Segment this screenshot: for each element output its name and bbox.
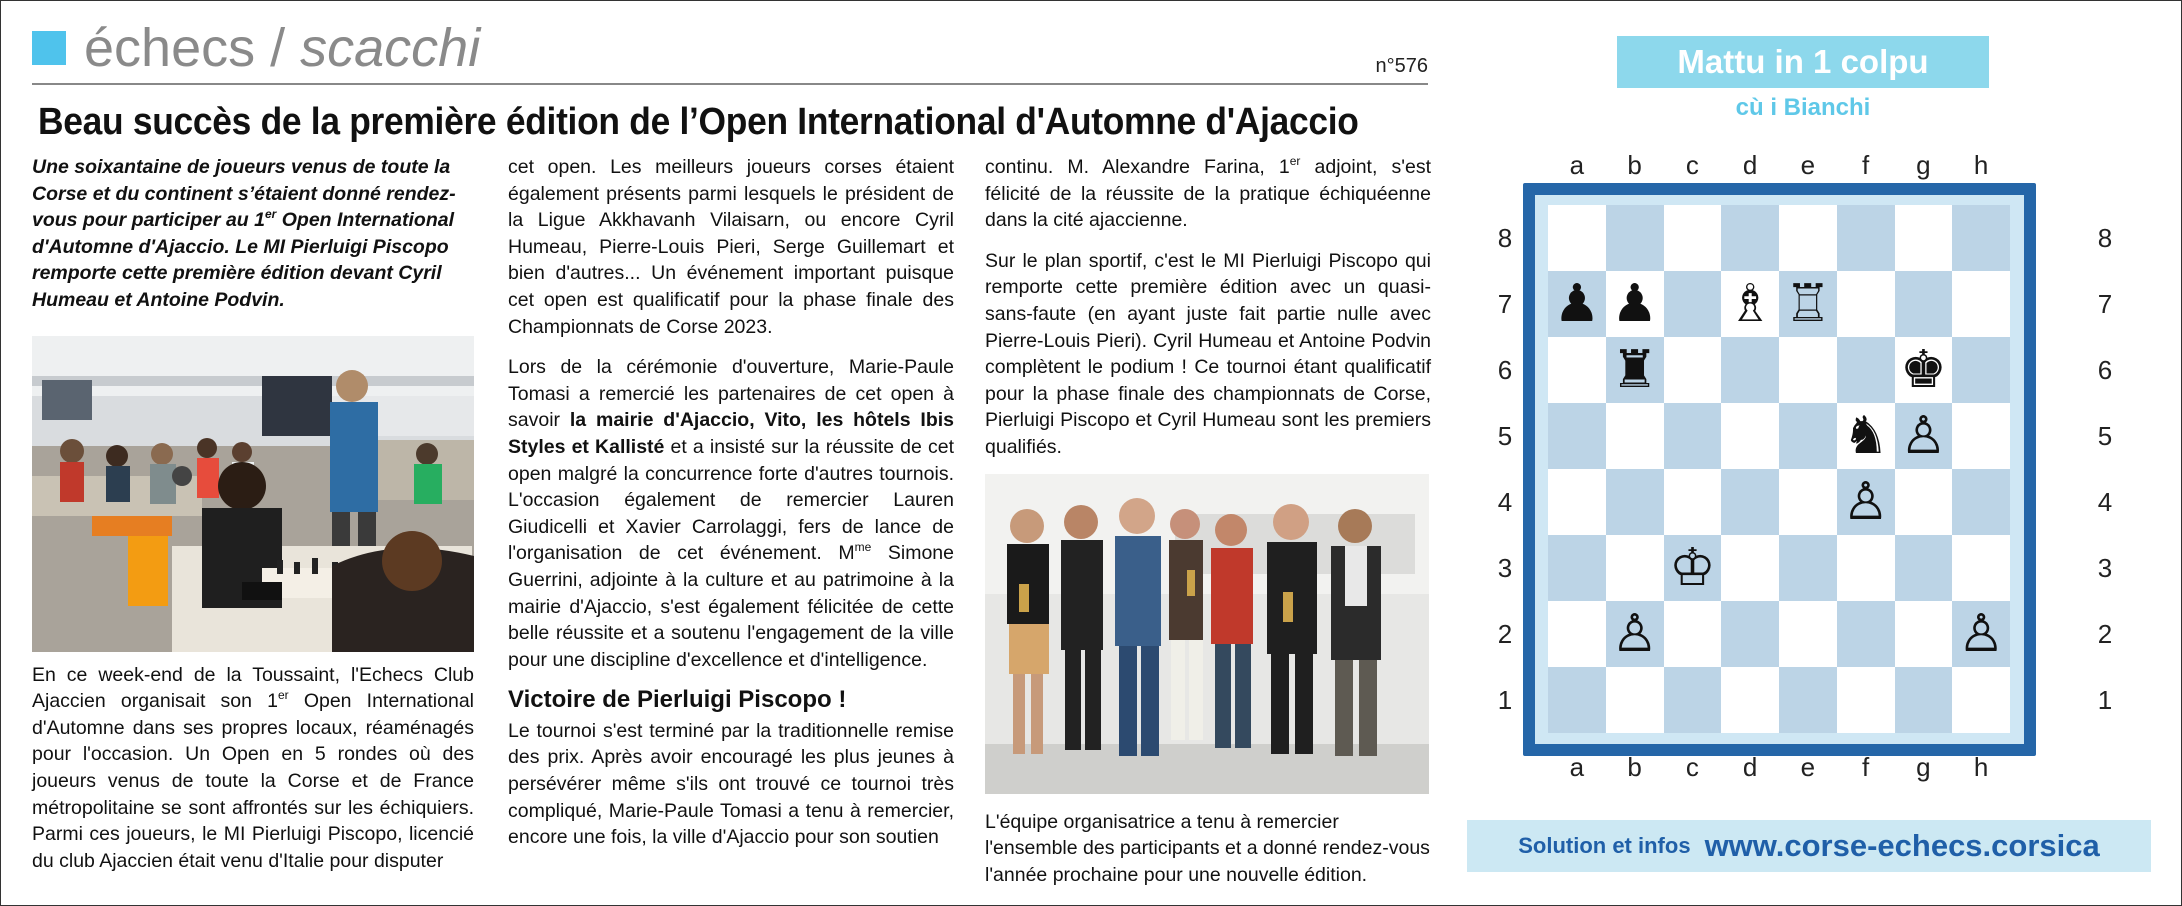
square-c6[interactable] [1664, 337, 1722, 403]
square-h8[interactable] [1952, 205, 2010, 271]
section-title [84, 16, 480, 80]
square-g6[interactable]: ♚ [1895, 337, 1953, 403]
square-f7[interactable] [1837, 271, 1895, 337]
square-f4[interactable]: ♙ [1837, 469, 1895, 535]
square-d2[interactable] [1721, 601, 1779, 667]
rank-label: 8 [2097, 223, 2113, 253]
square-h2[interactable]: ♙ [1952, 601, 2010, 667]
file-label: d [1742, 150, 1758, 180]
square-f6[interactable] [1837, 337, 1895, 403]
square-b2[interactable]: ♙ [1606, 601, 1664, 667]
square-a1[interactable] [1548, 667, 1606, 733]
square-f5[interactable]: ♞ [1837, 403, 1895, 469]
section-title-co: scacchi [300, 18, 481, 78]
square-a2[interactable] [1548, 601, 1606, 667]
square-g3[interactable] [1895, 535, 1953, 601]
square-a8[interactable] [1548, 205, 1606, 271]
square-a7[interactable]: ♟ [1548, 271, 1606, 337]
square-a6[interactable] [1548, 337, 1606, 403]
rank-label: 3 [2097, 553, 2113, 583]
square-b4[interactable] [1606, 469, 1664, 535]
rank-label: 4 [1497, 487, 1513, 517]
file-label: a [1569, 150, 1585, 180]
file-label: b [1627, 150, 1642, 180]
square-c7[interactable] [1664, 271, 1722, 337]
rank-label: 5 [1497, 421, 1513, 451]
rank-label: 8 [1497, 223, 1513, 253]
square-g7[interactable] [1895, 271, 1953, 337]
rank-label: 2 [1497, 619, 1513, 649]
square-b5[interactable] [1606, 403, 1664, 469]
deputy-superscript: er [1289, 154, 1301, 168]
ceremony-text-2: et a insisté sur la réussite de cet open malgré la concurrence forte d'autres tournois. L'occasion également de remercier Lauren Giudicelli et Xavier Carrolaggi, fers de lance de l'organisation de cet événement. M [508, 435, 954, 565]
square-a5[interactable] [1548, 403, 1606, 469]
square-d1[interactable] [1721, 667, 1779, 733]
square-e4[interactable] [1779, 469, 1837, 535]
square-c8[interactable] [1664, 205, 1722, 271]
ceremony-text-3: Simone Guerrini, adjointe à la culture et au patrimoine à la mairie d'Ajaccio, s'est également félicitée de cette belle réussite et a soutenu l'engagement de la ville pour une discipline d'excellence et d'intelligence. [508, 542, 954, 671]
square-g8[interactable] [1895, 205, 1953, 271]
puzzle-title: Mattu in 1 colpu [1617, 36, 1989, 88]
file-label: f [1862, 752, 1870, 782]
paragraph-ceremony [508, 354, 954, 673]
deputy-text-2: adjoint, s'est félicité de la réussite de la pratique échiquéenne dans la cité ajaccienne. [985, 156, 1431, 232]
square-c3[interactable]: ♔ [1664, 535, 1722, 601]
square-g1[interactable] [1895, 667, 1953, 733]
tournament-hall-photo [32, 336, 474, 652]
file-label: h [1973, 150, 1989, 180]
paragraph-players: cet open. Les meilleurs joueurs corses étaient également présents parmi lesquels le président de la Ligue Akkhavanh Vilaisarn, ou encore Cyril Humeau, Pierre-Louis Pieri, Serge Guillemart et bien d'autres... Un événement important puisque cet open est qualificatif pour la phase finale des Championnats de Corse 2023. [508, 156, 954, 338]
square-c2[interactable] [1664, 601, 1722, 667]
solution-box [1467, 820, 2151, 872]
article-column-2 [508, 154, 954, 865]
square-b7[interactable]: ♟ [1606, 271, 1664, 337]
rank-labels-left [1490, 205, 1520, 733]
square-f3[interactable] [1837, 535, 1895, 601]
square-h6[interactable] [1952, 337, 2010, 403]
rank-labels-right [2090, 205, 2120, 733]
square-d8[interactable] [1721, 205, 1779, 271]
ceremony-text-1: Lors de la cérémonie d'ouverture, Marie-Paule Tomasi a remercié les partenaires de cet open à savoir [508, 356, 954, 432]
square-g4[interactable] [1895, 469, 1953, 535]
file-label: f [1862, 150, 1870, 180]
rank-label: 6 [2097, 355, 2113, 385]
rank-label: 2 [2097, 619, 2113, 649]
rank-label: 7 [1497, 289, 1513, 319]
square-d6[interactable] [1721, 337, 1779, 403]
file-label: e [1800, 150, 1816, 180]
square-a4[interactable] [1548, 469, 1606, 535]
rank-label: 7 [2097, 289, 2113, 319]
file-labels-top [1548, 150, 2010, 181]
file-label: c [1685, 752, 1699, 782]
section-separator: / [255, 18, 301, 78]
file-label: b [1627, 752, 1642, 782]
square-e6[interactable] [1779, 337, 1837, 403]
file-label: g [1916, 150, 1931, 180]
file-label: g [1916, 752, 1931, 782]
square-b6[interactable]: ♜ [1606, 337, 1664, 403]
winners-group-photo [985, 474, 1429, 794]
square-g2[interactable] [1895, 601, 1953, 667]
paragraph-closing: L'équipe organisatrice a tenu à remercier l'ensemble des participants et a donné rendez-vous l'année prochaine pour une nouvelle édition. [985, 810, 1430, 886]
file-label: c [1685, 150, 1699, 180]
chess-board [1548, 205, 2010, 733]
puzzle-side-to-move: cù i Bianchi [1735, 94, 1871, 121]
deputy-text-1: continu. M. Alexandre Farina, 1 [985, 156, 1290, 178]
square-f1[interactable] [1837, 667, 1895, 733]
lead-superscript: er [264, 207, 277, 222]
section-marker [32, 31, 66, 65]
rank-label: 6 [1497, 355, 1513, 385]
file-label: e [1800, 752, 1816, 782]
ceremony-superscript: me [854, 540, 872, 555]
article-subhead: Victoire de Pierluigi Piscopo ! [508, 686, 847, 714]
square-f8[interactable] [1837, 205, 1895, 271]
square-h5[interactable] [1952, 403, 2010, 469]
solution-url-link[interactable]: www.corse-echecs.corsica [1704, 828, 2100, 863]
file-labels-bottom [1548, 752, 2010, 783]
square-h3[interactable] [1952, 535, 2010, 601]
lead-text-2: Open International d'Automne d'Ajaccio. Le MI Pierluigi Piscopo remporte cette première édition devant Cyril Humeau et Antoine Podvin. [32, 209, 455, 311]
paragraph-prizes: Le tournoi s'est terminé par la traditionnelle remise des prix. Après avoir encouragé les plus jeunes à persévérer même s'ils ont trouvé ce tournoi très compliqué, Marie-Paule Tomasi a tenu à remercier, encore une fois, la ville d'Ajaccio pour son soutien [508, 719, 954, 849]
rank-label: 1 [2097, 685, 2113, 715]
file-label: a [1569, 752, 1585, 782]
square-f2[interactable] [1837, 601, 1895, 667]
file-label: d [1742, 752, 1758, 782]
article-lead [32, 154, 474, 314]
square-e1[interactable] [1779, 667, 1837, 733]
square-b1[interactable] [1606, 667, 1664, 733]
ceremony-partners: la mairie d'Ajaccio, Vito, les hôtels Ibis Styles et Kallisté [508, 409, 955, 458]
square-e3[interactable] [1779, 535, 1837, 601]
intro-text-1: En ce week-end de la Toussaint, l'Echecs Club Ajaccien organisait son 1 [32, 663, 474, 713]
square-c5[interactable] [1664, 403, 1722, 469]
paragraph-deputy [985, 154, 1431, 234]
rank-label: 3 [1497, 553, 1513, 583]
square-h4[interactable] [1952, 469, 2010, 535]
square-g5[interactable]: ♙ [1895, 403, 1953, 469]
file-label: h [1973, 752, 1989, 782]
intro-superscript: er [278, 688, 289, 703]
square-a3[interactable] [1548, 535, 1606, 601]
paragraph-intro [32, 662, 474, 875]
lead-text-1: Une soixantaine de joueurs venus de toute la Corse et du continent s’étaient donné rendez-vous pour participer au 1 [32, 156, 456, 232]
article-headline: Beau succès de la première édition de l’Open International d'Automne d'Ajaccio [38, 101, 1359, 143]
square-e7[interactable]: ♖ [1779, 271, 1837, 337]
paragraph-results: Sur le plan sportif, c'est le MI Pierluigi Piscopo qui remporte cette première édition avec un quasi-sans-faute (en ayant juste fait partie nulle avec Pierre-Louis Pieri). Cyril Humeau et Antoine Podvin complètent le podium ! Ce tournoi étant qualificatif pour la phase finale des championnats de Corse, Pierluigi Piscopo et Cyril Humeau sont les premiers qualifiés. [985, 249, 1431, 458]
rank-label: 1 [1497, 685, 1513, 715]
section-title-fr: échecs [84, 18, 256, 78]
issue-number: n°576 [1375, 55, 1428, 77]
square-h1[interactable] [1952, 667, 2010, 733]
square-b8[interactable] [1606, 205, 1664, 271]
square-d3[interactable] [1721, 535, 1779, 601]
square-e8[interactable] [1779, 205, 1837, 271]
square-c1[interactable] [1664, 667, 1722, 733]
solution-label: Solution et infos [1518, 833, 1691, 858]
square-b3[interactable] [1606, 535, 1664, 601]
square-d7[interactable]: ♗ [1721, 271, 1779, 337]
rank-label: 4 [2097, 487, 2113, 517]
square-e2[interactable] [1779, 601, 1837, 667]
square-h7[interactable] [1952, 271, 2010, 337]
intro-text-2: Open International d'Automne dans ses propres locaux, réaménagés pour l'occasion. Un Open en 5 rondes où des joueurs venus de toute la Corse et de France métropolitaine se sont affrontés sur les échiquiers. Parmi ces joueurs, le MI Pierluigi Piscopo, licencié du club Ajaccien était venu d'Italie pour disputer [32, 690, 474, 872]
rank-label: 5 [2097, 421, 2113, 451]
header-rule [32, 83, 1428, 85]
square-d4[interactable] [1721, 469, 1779, 535]
square-d5[interactable] [1721, 403, 1779, 469]
square-e5[interactable] [1779, 403, 1837, 469]
square-c4[interactable] [1664, 469, 1722, 535]
